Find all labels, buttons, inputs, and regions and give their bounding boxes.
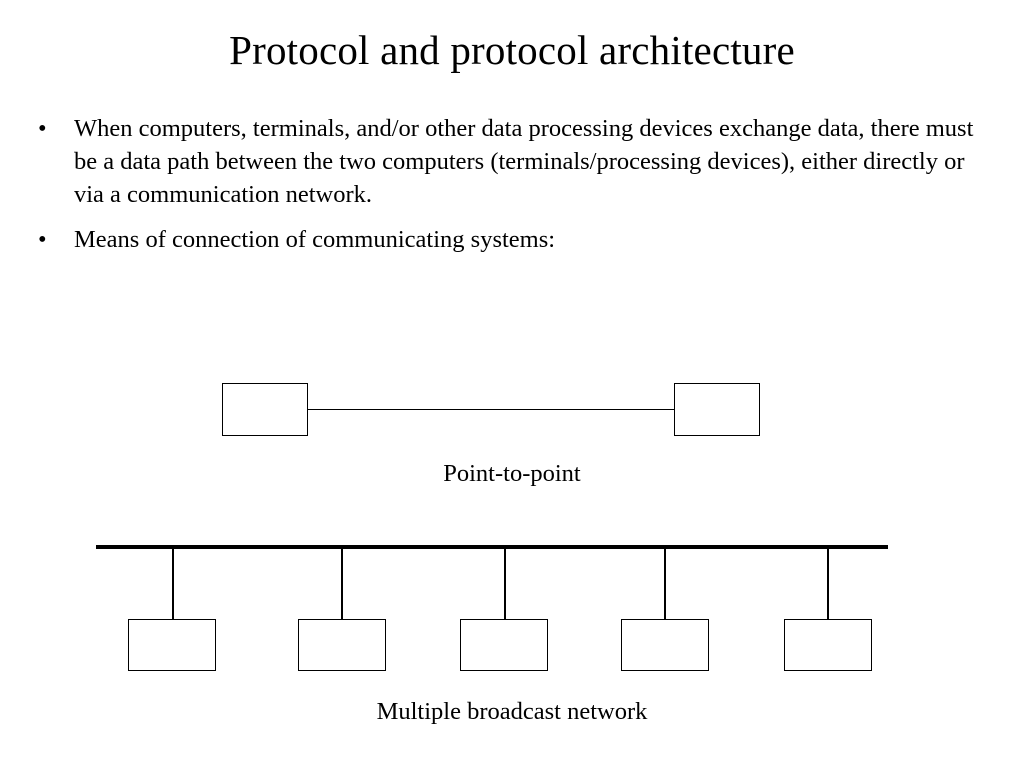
broadcast-drop-line (341, 549, 343, 619)
broadcast-node (784, 619, 872, 671)
list-item (30, 112, 990, 211)
broadcast-drop-line (504, 549, 506, 619)
point-to-point-caption: Point-to-point (443, 460, 581, 487)
list-item-text: When computers, terminals, and/or other data processing devices exchange data, there must be a data path between the two computers (terminals/processing devices), either directly or via a communication network. (74, 115, 974, 209)
list-item (30, 223, 990, 256)
point-to-point-link (308, 409, 674, 410)
broadcast-drop-line (827, 549, 829, 619)
broadcast-bus-line (96, 545, 888, 549)
broadcast-node (128, 619, 216, 671)
point-to-point-node-right (674, 383, 760, 436)
bullet-list (30, 112, 990, 268)
broadcast-node (298, 619, 386, 671)
bullet-marker-icon: • (38, 226, 47, 254)
broadcast-node (460, 619, 548, 671)
page-title: Protocol and protocol architecture (229, 27, 795, 73)
point-to-point-node-left (222, 383, 308, 436)
broadcast-drop-line (664, 549, 666, 619)
broadcast-node (621, 619, 709, 671)
broadcast-drop-line (172, 549, 174, 619)
bullet-marker-icon: • (38, 115, 47, 142)
list-item-text: Means of connection of communicating systems: (74, 226, 556, 254)
network-diagrams (0, 350, 1024, 768)
broadcast-caption: Multiple broadcast network (376, 698, 648, 725)
